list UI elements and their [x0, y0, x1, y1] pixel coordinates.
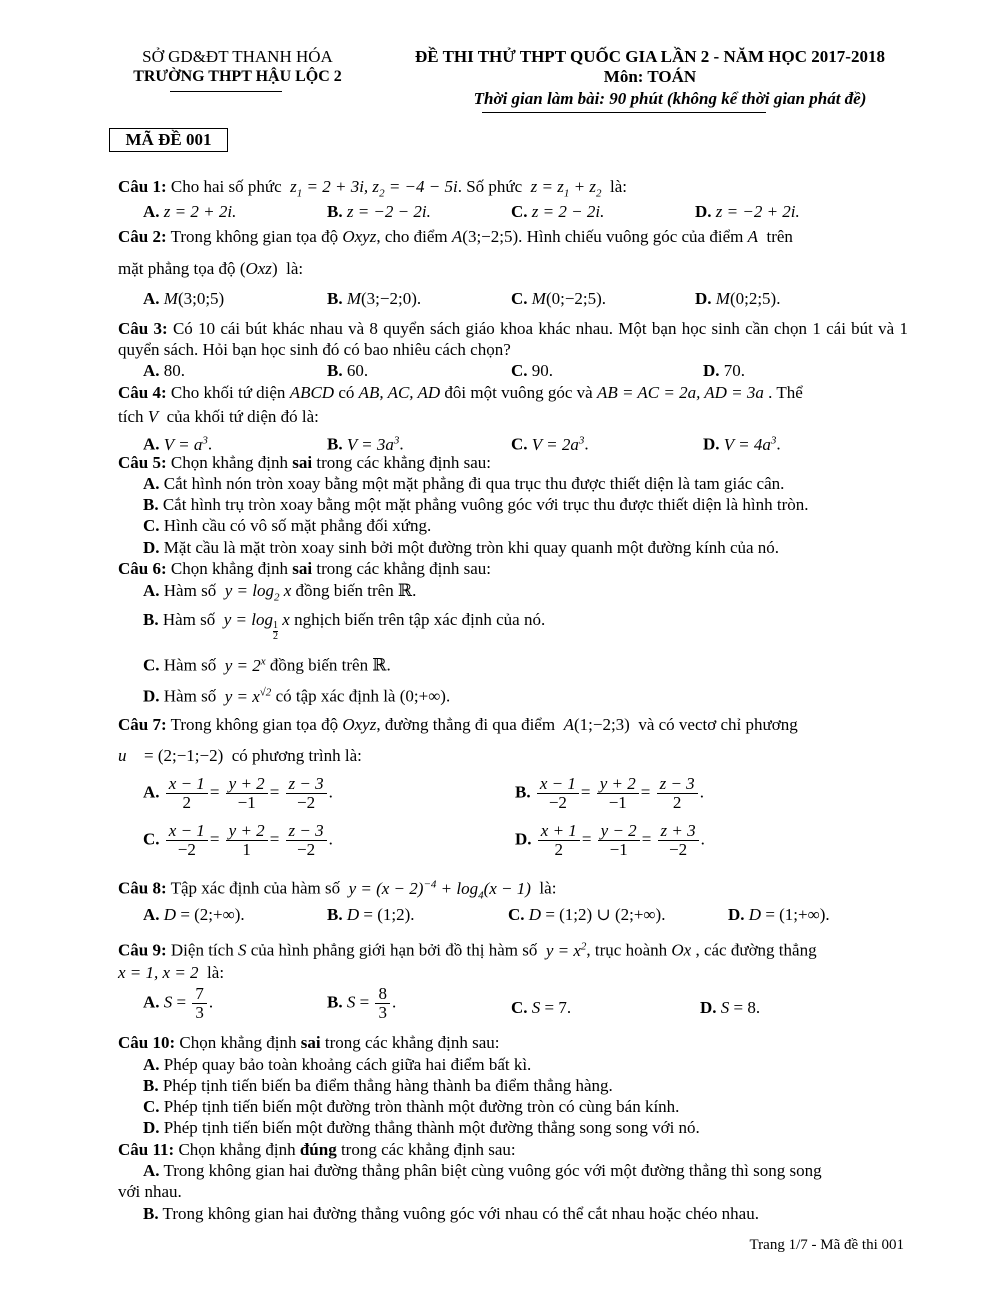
question-9: Câu 9: Diện tích S của hình phẳng giới hạn bởi đồ thị hàm số $y = x^2$, trục hoành Ox , các đường thẳng — [118, 940, 817, 960]
q9-option-d[interactable]: D. S = 8. — [700, 998, 761, 1017]
q8-option-d[interactable]: D. D = (1;+∞). — [728, 905, 830, 924]
q5-option-b[interactable]: B. Cắt hình trụ tròn xoay bằng một mặt phẳng vuông góc với trục thu được thiết diện là hình tròn. — [143, 495, 809, 514]
question-1: Câu 1: Cho hai số phức $z_1 = 2 + 3i$, $z_2 = -4 - 5i$. Số phức $z = z_1 + z_2$ là: — [118, 177, 627, 200]
q2-option-d[interactable]: D. M(0;2;5). — [695, 289, 781, 308]
q11-option-a-cont: với nhau. — [118, 1182, 182, 1201]
q3-option-d[interactable]: D. 70. — [703, 361, 746, 380]
q10-option-b[interactable]: B. Phép tịnh tiến biến ba điểm thẳng hàng thành ba điểm thẳng hàng. — [143, 1076, 613, 1095]
q1-option-d[interactable]: D. z = −2 + 2i. — [695, 202, 800, 221]
time-underline — [482, 112, 766, 113]
exam-time: Thời gian làm bài: 90 phút (không kể thời gian phát đề) — [473, 89, 867, 108]
question-11: Câu 11: Chọn khẳng định đúng trong các khẳng định sau: — [118, 1140, 516, 1159]
q10-option-c[interactable]: C. Phép tịnh tiến biến một đường tròn thành một đường tròn có cùng bán kính. — [143, 1097, 680, 1116]
q4-option-b[interactable]: B. $V = 3a^3$. — [327, 434, 404, 454]
question-7-line2: u⃗ = (2;−1;−2) có phương trình là: — [118, 746, 362, 765]
q5-option-d[interactable]: D. Mặt cầu là mặt tròn xoay sinh bởi một đường tròn khi quay quanh một đường kính của nó. — [143, 538, 780, 557]
q4-option-c[interactable]: C. $V = 2a^3$. — [511, 434, 589, 454]
exam-subject: Môn: TOÁN — [603, 67, 697, 86]
q6-option-a[interactable]: A. Hàm số $y = \log_2 x$ đồng biến trên ℝ. — [143, 581, 417, 604]
q1-option-c[interactable]: C. z = 2 − 2i. — [511, 202, 605, 221]
q9-option-c[interactable]: C. S = 7. — [511, 998, 572, 1017]
question-6: Câu 6: Chọn khẳng định sai trong các khẳng định sau: — [118, 559, 492, 578]
school-underline — [170, 91, 282, 92]
q2-option-a[interactable]: A. M(3;0;5) — [143, 289, 225, 308]
q3-option-a[interactable]: A. 80. — [143, 361, 186, 380]
question-1-options — [143, 201, 910, 225]
question-3: Câu 3: Có 10 cái bút khác nhau và 8 quyển sách giáo khoa khác nhau. Một bạn học sinh cần chọn 1 cái bút và 1 quyển sách. Hỏi bạn học sinh đó có bao nhiêu cách chọn? — [118, 319, 908, 359]
q11-option-a[interactable]: A. Trong không gian hai đường thẳng phân biệt cùng vuông góc với một đường thẳng thì song song — [143, 1161, 822, 1180]
q2-option-b[interactable]: B. M(3;−2;0). — [327, 289, 422, 308]
q10-option-a[interactable]: A. Phép quay bảo toàn khoảng cách giữa hai điểm bất kì. — [143, 1055, 532, 1074]
q2-option-c[interactable]: C. M(0;−2;5). — [511, 289, 607, 308]
q7-option-b[interactable]: B. $\frac{x - 1}{-2}$ = $\frac{y + 2}{-1}$ = $\frac{z - 3}{2}$ . — [515, 774, 704, 812]
exam-code-box: MÃ ĐỀ 001 — [109, 128, 228, 152]
question-9-options — [143, 985, 910, 1033]
q7-option-c[interactable]: C. $\frac{x - 1}{-2}$ = $\frac{y + 2}{1}$ = $\frac{z - 3}{-2}$ . — [143, 821, 333, 859]
question-2-options — [143, 288, 910, 312]
exam-title: ĐỀ THI THỬ THPT QUỐC GIA LẦN 2 - NĂM HỌC 2017-2018 — [415, 47, 885, 66]
question-3-options — [143, 360, 910, 384]
q8-option-a[interactable]: A. D = (2;+∞). — [143, 905, 245, 924]
q3-option-c[interactable]: C. 90. — [511, 361, 554, 380]
q1-option-b[interactable]: B. z = −2 − 2i. — [327, 202, 431, 221]
question-9-line2: x = 1, x = 2 là: — [118, 963, 225, 982]
q4-option-a[interactable]: A. $V = a^3$. — [143, 434, 213, 454]
q6-option-b[interactable]: B. Hàm số y = log $\frac{1}{2}$ x nghịch biến trên tập xác định của nó. — [143, 610, 546, 642]
page-footer: Trang 1/7 - Mã đề thi 001 — [749, 1237, 904, 1253]
question-2: Câu 2: Trong không gian tọa độ Oxyz, cho điểm A(3;−2;5). Hình chiếu vuông góc của điểm A trên — [118, 227, 793, 246]
dept-name: SỞ GD&ĐT THANH HÓA — [142, 47, 333, 66]
q8-option-b[interactable]: B. D = (1;2). — [327, 905, 415, 924]
q9-option-a[interactable]: A. S = $\frac{7}{3}$ . — [143, 984, 214, 1022]
question-4-line2: tích V của khối tứ diện đó là: — [118, 407, 319, 426]
question-8: Câu 8: Tập xác định của hàm số $y = (x - 2)^{-4} + \log_4(x - 1)$ là: — [118, 878, 557, 902]
question-10: Câu 10: Chọn khẳng định sai trong các khẳng định sau: — [118, 1033, 500, 1052]
q10-option-d[interactable]: D. Phép tịnh tiến biến một đường thẳng thành một đường thẳng song song với nó. — [143, 1118, 700, 1137]
q9-option-b[interactable]: B. S = $\frac{8}{3}$ . — [327, 984, 397, 1022]
q11-option-b[interactable]: B. Trong không gian hai đường thẳng vuông góc với nhau có thể cắt nhau hoặc chéo nhau. — [143, 1204, 759, 1223]
q6-option-d[interactable]: D. Hàm số $y = x^{√2}$ có tập xác định là (0;+∞). — [143, 686, 451, 706]
question-7: Câu 7: Trong không gian tọa độ Oxyz, đường thẳng đi qua điểm A(1;−2;3) và có vectơ chỉ phương — [118, 715, 798, 734]
q3-option-b[interactable]: B. 60. — [327, 361, 369, 380]
q5-option-a[interactable]: A. Cắt hình nón tròn xoay bằng một mặt phẳng đi qua trục thu được thiết diện là tam giác cân. — [143, 474, 785, 493]
q5-option-c[interactable]: C. Hình cầu có vô số mặt phẳng đối xứng. — [143, 516, 432, 535]
question-2-line2: mặt phẳng tọa độ (Oxz) là: — [118, 259, 304, 278]
question-5: Câu 5: Chọn khẳng định sai trong các khẳng định sau: — [118, 453, 492, 472]
question-4: Câu 4: Cho khối tứ diện ABCD có AB, AC, AD đôi một vuông góc và AB = AC = 2a, AD = 3a . Thể — [118, 383, 803, 402]
q7-option-a[interactable]: A. $\frac{x - 1}{2}$ = $\frac{y + 2}{-1}$ = $\frac{z - 3}{-2}$ . — [143, 774, 333, 812]
q1-option-a[interactable]: A. z = 2 + 2i. — [143, 202, 237, 221]
school-name: TRƯỜNG THPT HẬU LỘC 2 — [133, 68, 342, 85]
q8-option-c[interactable]: C. D = (1;2) ∪ (2;+∞). — [508, 905, 666, 924]
q6-option-c[interactable]: C. Hàm số $y = 2^x$ đồng biến trên ℝ. — [143, 655, 391, 675]
question-8-options — [143, 904, 910, 928]
q4-option-d[interactable]: D. $V = 4a^3$. — [703, 434, 781, 454]
q7-option-d[interactable]: D. $\frac{x + 1}{2}$ = $\frac{y - 2}{-1}$ = $\frac{z + 3}{-2}$ . — [515, 821, 705, 859]
question-4-options — [143, 430, 910, 454]
